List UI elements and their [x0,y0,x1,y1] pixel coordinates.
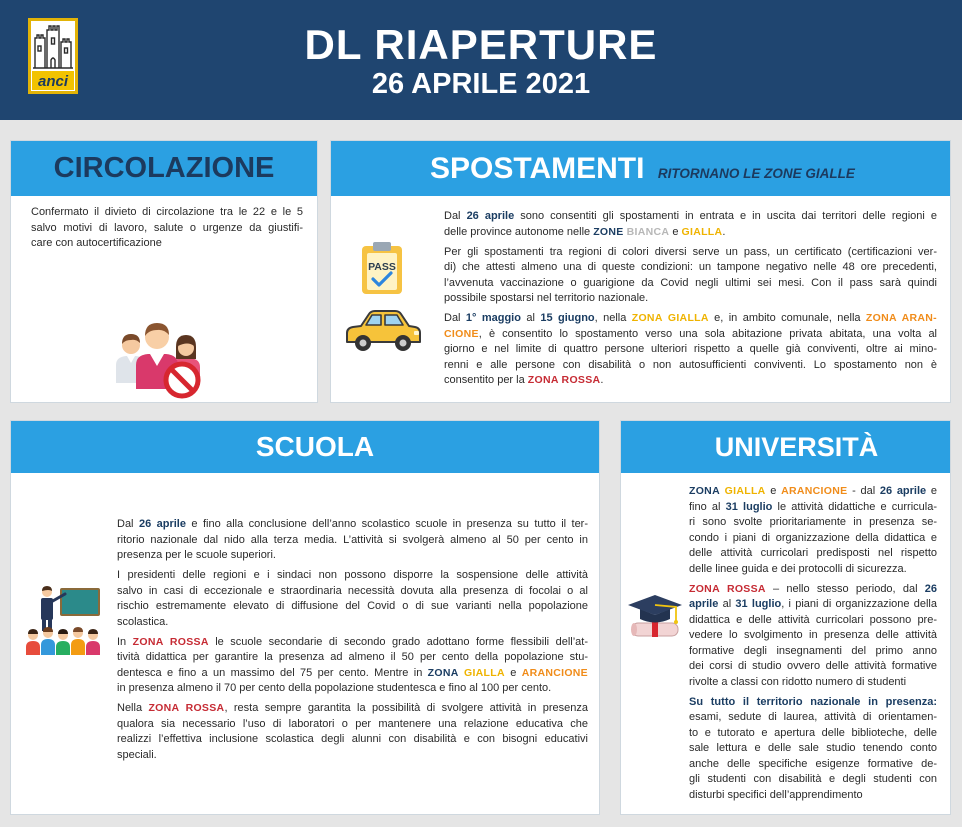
circolazione-header [11,141,317,196]
text-run: di) che attesti almeno una di queste condizioni: un tampone negativo nelle 48 ore precedenti, [444,261,937,273]
text-run: speciali. [117,748,157,761]
text-run: delle linee guida e dei protocolli di sicurezza. [689,562,907,575]
text-run: fino al [689,500,726,513]
scuola-header [11,421,599,473]
text-line [444,342,937,358]
zone-bianca-label: BIANCA [626,225,670,238]
date-highlight: 15 giugno [540,312,595,324]
zone-rossa-label: ZONA ROSSA [527,374,601,386]
text-line [117,517,588,533]
text-run: sale lettura e delle sale studio tenendo conto [689,742,937,754]
text-run: giorno e nel limite di quattro persone ulteriori rispetto a quelle già conviventi, oltre ai mino- [444,343,937,355]
zone-arancione-label: CIONE [444,327,479,340]
text-run: e [504,666,522,679]
text-line [689,500,937,516]
zone-arancione-label: ZONA ARAN- [865,312,937,324]
text-run: didattica e delle attività curricolari possono pre- [689,613,937,626]
text-run: Nella [117,702,149,714]
text-line [117,701,588,717]
circolazione-title: CIRCOLAZIONE [53,152,275,184]
text-line [689,628,937,644]
spostamenti-title-row [430,153,855,185]
text-run: e, in ambito comunale, nella [708,312,866,324]
date-highlight: 31 luglio [735,598,782,610]
date-highlight: 26 aprile [466,210,515,222]
text-line [117,681,588,697]
text-run: delle attività curricolari predisposti nel rispetto [689,547,937,559]
text-line [444,358,937,374]
text-run: I presidenti delle regioni e i sindaci non possono disporre la sospensione delle attività [117,569,588,581]
spostamenti-tagline: RITORNANO LE ZONE GIALLE [657,166,855,181]
date-highlight: 26 [924,582,937,595]
text-run: to e tutorato e apertura delle biblioteche, delle [689,726,937,739]
text-run: scolastica. [117,615,169,628]
text-line [117,615,588,631]
paragraph [117,701,588,763]
text-run: Dal [444,210,467,222]
text-run: sono consentiti gli spostamenti in entrata e in uscita dai territori delle regioni e [514,210,938,222]
text-line [689,546,937,562]
text-line [689,515,937,531]
text-line [689,531,937,547]
zone-label: ZONA [427,666,459,679]
text-run: disturbi specifici dell’apprendimento [689,788,863,801]
text-line [444,225,937,241]
text-run: . [600,374,604,386]
text-run: - dal [847,485,880,497]
text-line [689,659,937,675]
text-run: ri sono svolte prioritariamente in presenza se- [689,516,937,528]
date-highlight: 31 luglio [725,500,773,513]
spostamenti-title: SPOSTAMENTI [430,152,645,185]
universita-title: UNIVERSITÀ [714,432,879,462]
text-line [117,584,588,600]
text-line [444,209,937,225]
text-line [117,666,588,682]
text-line [689,484,937,500]
header-band [0,0,962,120]
text-run: e [926,485,937,497]
circolazione-text [31,205,303,252]
text-run: . [722,225,726,238]
text-run: possibile spostarsi nel territorio nazionale. [444,292,649,304]
text-run: realizzi l’effettiva inclusione scolastica degli alunni con disabilità e con bisogni educativi [117,733,588,745]
text-run: Per gli spostamenti tra regioni di colori diversi serve un pass, un certificato (certificazioni ver- [444,245,937,258]
text-line [444,260,937,276]
text-run: , resta sempre garantita la possibilità di svolgere attività in presenza [224,702,589,714]
text-line [689,741,937,757]
text-run: renni e alle persone con disabilità o non autosufficienti conviventi. Lo spostamento non è [444,358,937,371]
date-highlight: 26 aprile [879,485,927,497]
text-line [689,675,937,691]
car-icon [343,306,423,354]
zone-gialla-label: ZONA GIALLA [631,312,709,324]
text-run: formative degli insegnamenti del primo anno [689,644,937,657]
zone-gialla-label: GIALLA [681,225,723,238]
universita-header [621,421,950,473]
text-line [117,748,588,764]
universita-panel [620,420,951,815]
text-run: salvo motivi di lavoro, salute o urgenze da giustifi- [31,221,303,234]
page-title: DL RIAPERTURE [304,21,658,68]
text-run: dei corsi di studio ovvero delle attività formative [689,660,937,672]
zone-rossa-label: ZONA ROSSA [689,582,766,595]
text-run: Dal [444,312,466,324]
paragraph [689,695,937,804]
text-run: gli studenti con disabilità e degli studenti con [689,773,937,785]
text-run: , i piani di organizzazione della [781,598,937,610]
text-line [117,635,588,651]
paragraph [117,568,588,630]
text-line [689,772,937,788]
text-line [689,613,937,629]
text-run: In [117,635,133,648]
text-line [689,757,937,773]
paragraph [31,205,303,252]
text-run: delle province autonome nelle [444,225,594,238]
text-line [444,311,937,327]
text-run: le attività didattiche e curricula- [772,500,937,513]
pass-label: PASS [368,261,396,273]
scuola-text [117,517,588,763]
text-line [689,644,937,660]
date-highlight: aprile [689,598,719,610]
people-prohibited-icon [112,313,202,399]
date-highlight: 26 aprile [138,518,186,530]
text-run: Dal [117,518,139,530]
text-run: tività didattica per garantire la presenza ad almeno il 50 per cento della popolazione stu- [117,651,588,663]
text-run: l’avvenuta vaccinazione o guarigione da Covid negli ultimi sei mesi. Con il pass sarà quindi [444,276,937,289]
text-run: al [520,312,541,324]
text-run: in presenza almeno il 70 per cento della popolazione studentesca e fino al 100 per cento. [117,682,552,694]
text-run: e [669,225,682,238]
text-run: salvo in casi di eccezionale e straordinaria necessità dovuta alla presenza di focolai o al [117,584,588,597]
paragraph [689,484,937,577]
text-run: Confermato il divieto di circolazione tra le 22 e le 5 [31,206,303,218]
text-line [31,205,303,221]
text-line [689,726,937,742]
text-line [444,373,937,389]
zone-gialla-label: GIALLA [724,485,766,497]
scuola-panel [10,420,600,815]
spostamenti-panel [330,140,951,403]
logo-text: anci [37,73,69,90]
text-run: e fino alla conclusione dell’anno scolastico scuole in presenza su tutto il ter- [185,518,589,530]
text-line [117,717,588,733]
pass-clipboard-icon [360,240,404,296]
page-subtitle: 26 APRILE 2021 [371,68,591,100]
text-line [31,236,303,252]
text-run: anche delle specifiche esigenze formative de- [689,757,937,770]
text-run: , nella [594,312,632,324]
text-line [444,327,937,343]
spostamenti-text [444,209,937,389]
text-run: care con autocertificazione [31,237,162,249]
text-line [117,568,588,584]
text-line [689,710,937,726]
text-run: le scuole secondarie di secondo grado adottano forme flessibili dell’at- [208,635,588,648]
paragraph [444,245,937,307]
text-line [689,695,937,711]
zone-gialla-label: GIALLA [463,666,505,679]
text-run: rischio estremamente elevato di diffusione del Covid o di sue varianti nella popolazione [117,600,588,612]
text-run: condo i piani di organizzazione della didattica e [689,531,937,544]
date-highlight: 1° maggio [465,312,521,324]
paragraph [444,209,937,240]
spostamenti-header [331,141,950,196]
text-run: rivolte a classi con ridotto numero di studenti [689,675,907,688]
text-line [444,291,937,307]
classroom-icon [25,581,103,655]
text-line [689,582,937,598]
text-run: qualora sia necessario l’uso di laboratori o per mantenere una relazione educativa che [117,717,588,730]
circolazione-panel [10,140,318,403]
text-line [689,788,937,804]
zone-arancione-label: ARANCIONE [521,666,588,679]
text-run: dentesca e fino a un massimo del 75 per cento. Mentre in [117,666,428,679]
text-line [444,276,937,292]
text-line [117,548,588,564]
text-line [117,732,588,748]
text-line [117,650,588,666]
universita-text [689,484,937,803]
text-run: e [765,485,782,497]
zone-rossa-label: ZONA ROSSA [132,635,209,648]
text-line [689,597,937,613]
text-line [444,245,937,261]
date-highlight: Su tutto il territorio nazionale in presenza: [689,695,937,708]
paragraph [117,517,588,564]
text-run: ritorio nazionale dal nido alla terza media. L’attività si svolgerà almeno al 50 per cento in [117,533,588,546]
text-line [31,221,303,237]
text-run: esami, sedute di laurea, attività di orientamen- [689,711,937,723]
text-run: vedere lo svolgimento in presenza delle attività [689,629,937,641]
paragraph [444,311,937,389]
text-run: al [718,598,736,610]
zone-label: ZONA [689,485,720,497]
zone-label: ZONE [593,225,624,238]
paragraph [689,582,937,691]
text-run: – nello stesso periodo, dal [765,582,925,595]
text-run: , è consentito lo spostamento verso una sola abitazione privata abitata, una volta al [478,327,937,340]
text-line [117,599,588,615]
zone-arancione-label: ARANCIONE [781,485,848,497]
text-line [689,562,937,578]
zone-rossa-label: ZONA ROSSA [148,702,225,714]
text-run: consentito per la [444,374,528,386]
text-line [117,533,588,549]
text-run: presenza per le scuole superiori. [117,549,276,561]
graduation-cap-icon [626,591,684,643]
scuola-title: SCUOLA [255,431,375,462]
paragraph [117,635,588,697]
